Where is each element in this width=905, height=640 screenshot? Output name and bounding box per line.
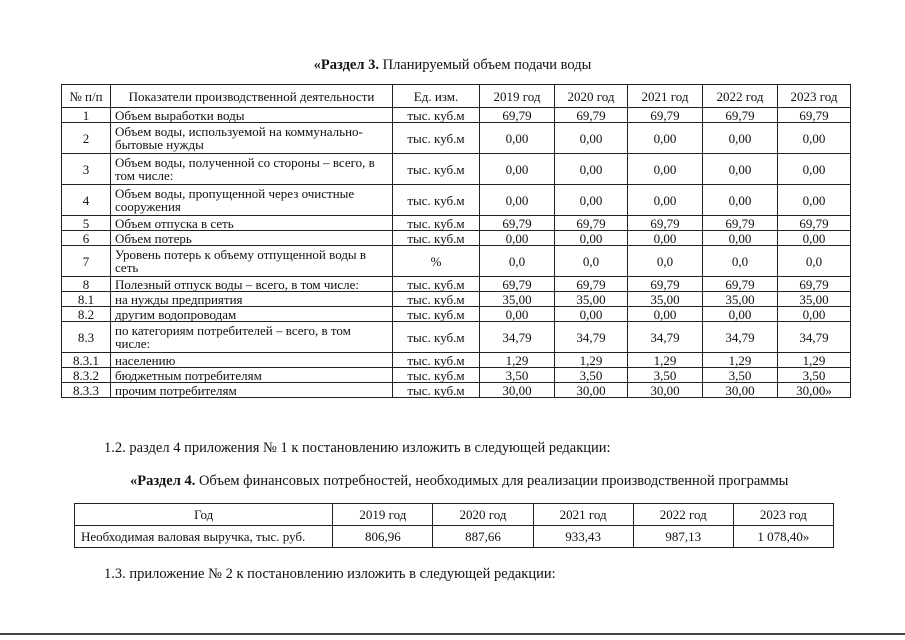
value-cell: 0,0 — [703, 246, 778, 277]
value-cell: 933,43 — [533, 526, 633, 548]
unit-cell: % — [393, 246, 480, 277]
value-cell: 34,79 — [555, 322, 628, 353]
paragraph-1-2: 1.2. раздел 4 приложения № 1 к постановлению изложить в следующей редакции: — [104, 440, 611, 456]
unit-cell: тыс. куб.м — [393, 216, 480, 231]
value-cell: 0,00 — [628, 307, 703, 322]
row-number-cell: 6 — [62, 231, 111, 246]
value-cell: 69,79 — [555, 277, 628, 292]
value-cell: 69,79 — [628, 108, 703, 123]
value-cell: 35,00 — [555, 292, 628, 307]
unit-cell: тыс. куб.м — [393, 368, 480, 383]
value-cell: 0,00 — [480, 231, 555, 246]
value-cell: 0,00 — [555, 123, 628, 154]
value-cell: 1,29 — [703, 353, 778, 368]
indicator-name-cell: Полезный отпуск воды – всего, в том числе: — [111, 277, 393, 292]
value-cell: 0,00 — [703, 185, 778, 216]
value-cell: 34,79 — [703, 322, 778, 353]
value-cell: 0,00 — [555, 154, 628, 185]
header-cell: 2020 год — [555, 85, 628, 108]
table-row — [62, 368, 851, 383]
value-cell: 0,0 — [555, 246, 628, 277]
row-number-cell: 4 — [62, 185, 111, 216]
table-row — [62, 383, 851, 398]
value-cell: 0,0 — [628, 246, 703, 277]
water-supply-table — [61, 84, 851, 398]
value-cell: 3,50 — [628, 368, 703, 383]
header-cell: 2019 год — [480, 85, 555, 108]
row-number-cell: 8.3 — [62, 322, 111, 353]
value-cell: 69,79 — [480, 108, 555, 123]
indicator-name-cell: Объем воды, полученной со стороны – всего, в том числе: — [111, 154, 393, 185]
value-cell: 1,29 — [555, 353, 628, 368]
row-number-cell: 3 — [62, 154, 111, 185]
value-cell: 0,00 — [778, 307, 851, 322]
indicator-name-cell: Объем воды, пропущенной через очистные сооружения — [111, 185, 393, 216]
value-cell: 30,00 — [555, 383, 628, 398]
indicator-name-cell: Объем отпуска в сеть — [111, 216, 393, 231]
table-row — [62, 185, 851, 216]
page-bottom-edge — [0, 633, 905, 635]
table-row — [62, 246, 851, 277]
unit-cell: тыс. куб.м — [393, 154, 480, 185]
value-cell: 0,0 — [778, 246, 851, 277]
value-cell: 69,79 — [555, 108, 628, 123]
unit-cell: тыс. куб.м — [393, 353, 480, 368]
value-cell: 35,00 — [480, 292, 555, 307]
unit-cell: тыс. куб.м — [393, 108, 480, 123]
section-4-heading — [130, 473, 788, 490]
value-cell: 0,00 — [480, 154, 555, 185]
header-cell: 2023 год — [778, 85, 851, 108]
value-cell: 0,00 — [628, 185, 703, 216]
value-cell: 0,00 — [628, 123, 703, 154]
value-cell: 34,79 — [628, 322, 703, 353]
value-cell: 30,00 — [628, 383, 703, 398]
value-cell: 0,00 — [480, 123, 555, 154]
value-cell: 3,50 — [778, 368, 851, 383]
header-cell: 2021 год — [628, 85, 703, 108]
row-number-cell: 8.1 — [62, 292, 111, 307]
value-cell: 1,29 — [778, 353, 851, 368]
value-cell: 0,00 — [480, 307, 555, 322]
table-row — [62, 353, 851, 368]
table-row — [62, 307, 851, 322]
value-cell: 806,96 — [333, 526, 433, 548]
value-cell: 69,79 — [628, 216, 703, 231]
value-cell: 3,50 — [480, 368, 555, 383]
unit-cell: тыс. куб.м — [393, 123, 480, 154]
value-cell: 3,50 — [703, 368, 778, 383]
value-cell: 1,29 — [628, 353, 703, 368]
financial-needs-table — [74, 503, 834, 548]
table-row — [62, 231, 851, 246]
value-cell: 0,00 — [703, 154, 778, 185]
value-cell: 0,00 — [480, 185, 555, 216]
value-cell: 0,00 — [628, 231, 703, 246]
value-cell: 69,79 — [703, 108, 778, 123]
header-cell: 2022 год — [703, 85, 778, 108]
table-row — [62, 154, 851, 185]
row-number-cell: 2 — [62, 123, 111, 154]
value-cell: 30,00 — [480, 383, 555, 398]
row-number-cell: 8.3.2 — [62, 368, 111, 383]
header-cell: Ед. изм. — [393, 85, 480, 108]
indicator-name-cell: Объем потерь — [111, 231, 393, 246]
value-cell: 0,00 — [778, 231, 851, 246]
value-cell: 69,79 — [778, 277, 851, 292]
row-label: Необходимая валовая выручка, тыс. руб. — [75, 526, 333, 548]
unit-cell: тыс. куб.м — [393, 231, 480, 246]
value-cell: 69,79 — [778, 216, 851, 231]
header-cell: Показатели производственной деятельности — [111, 85, 393, 108]
value-cell: 0,00 — [778, 123, 851, 154]
section-3-title: Планируемый объем подачи воды — [378, 57, 592, 73]
value-cell: 35,00 — [628, 292, 703, 307]
header-cell: 2019 год — [333, 504, 433, 526]
value-cell: 69,79 — [703, 216, 778, 231]
section-4-title: Объем финансовых потребностей, необходимых для реализации производственной программы — [195, 473, 789, 489]
row-number-cell: 8.2 — [62, 307, 111, 322]
unit-cell: тыс. куб.м — [393, 383, 480, 398]
row-number-cell: 8 — [62, 277, 111, 292]
paragraph-1-3: 1.3. приложение № 2 к постановлению изложить в следующей редакции: — [104, 566, 556, 582]
row-number-cell: 8.3.1 — [62, 353, 111, 368]
header-cell: Год — [75, 504, 333, 526]
table-row — [62, 322, 851, 353]
table-row — [62, 277, 851, 292]
value-cell: 69,79 — [480, 216, 555, 231]
value-cell: 0,00 — [703, 123, 778, 154]
section-3-prefix: «Раздел 3. — [313, 57, 379, 73]
unit-cell: тыс. куб.м — [393, 185, 480, 216]
value-cell: 69,79 — [778, 108, 851, 123]
table-row — [62, 108, 851, 123]
section-4-prefix: «Раздел 4. — [130, 473, 196, 489]
table-row — [62, 216, 851, 231]
value-cell: 35,00 — [778, 292, 851, 307]
row-number-cell: 7 — [62, 246, 111, 277]
value-cell: 0,00 — [703, 307, 778, 322]
header-cell: 2020 год — [433, 504, 533, 526]
value-cell: 30,00 — [703, 383, 778, 398]
value-cell: 887,66 — [433, 526, 533, 548]
table-header-row — [62, 85, 851, 108]
value-cell: 0,00 — [703, 231, 778, 246]
indicator-name-cell: Объем воды, используемой на коммунально-бытовые нужды — [111, 123, 393, 154]
value-cell: 0,00 — [555, 185, 628, 216]
header-cell: 2021 год — [533, 504, 633, 526]
table-row — [62, 292, 851, 307]
value-cell: 34,79 — [480, 322, 555, 353]
indicator-name-cell: Уровень потерь к объему отпущенной воды в сеть — [111, 246, 393, 277]
value-cell: 69,79 — [555, 216, 628, 231]
indicator-name-cell: по категориям потребителей – всего, в том числе: — [111, 322, 393, 353]
value-cell: 69,79 — [703, 277, 778, 292]
table-row — [75, 526, 834, 548]
unit-cell: тыс. куб.м — [393, 292, 480, 307]
value-cell: 987,13 — [633, 526, 733, 548]
indicator-name-cell: бюджетным потребителям — [111, 368, 393, 383]
value-cell: 0,00 — [778, 185, 851, 216]
value-cell: 1 078,40» — [733, 526, 833, 548]
indicator-name-cell: на нужды предприятия — [111, 292, 393, 307]
value-cell: 35,00 — [703, 292, 778, 307]
value-cell: 0,00 — [555, 231, 628, 246]
value-cell: 0,00 — [555, 307, 628, 322]
unit-cell: тыс. куб.м — [393, 307, 480, 322]
value-cell: 1,29 — [480, 353, 555, 368]
indicator-name-cell: другим водопроводам — [111, 307, 393, 322]
unit-cell: тыс. куб.м — [393, 277, 480, 292]
indicator-name-cell: Объем выработки воды — [111, 108, 393, 123]
row-number-cell: 5 — [62, 216, 111, 231]
value-cell: 0,0 — [480, 246, 555, 277]
value-cell: 0,00 — [628, 154, 703, 185]
indicator-name-cell: прочим потребителям — [111, 383, 393, 398]
table-row — [62, 123, 851, 154]
value-cell: 69,79 — [480, 277, 555, 292]
unit-cell: тыс. куб.м — [393, 322, 480, 353]
row-number-cell: 8.3.3 — [62, 383, 111, 398]
table-header-row — [75, 504, 834, 526]
row-number-cell: 1 — [62, 108, 111, 123]
value-cell: 0,00 — [778, 154, 851, 185]
section-3-heading — [0, 57, 905, 74]
header-cell: 2023 год — [733, 504, 833, 526]
value-cell: 3,50 — [555, 368, 628, 383]
value-cell: 30,00» — [778, 383, 851, 398]
indicator-name-cell: населению — [111, 353, 393, 368]
value-cell: 34,79 — [778, 322, 851, 353]
header-cell: 2022 год — [633, 504, 733, 526]
header-cell: № п/п — [62, 85, 111, 108]
value-cell: 69,79 — [628, 277, 703, 292]
